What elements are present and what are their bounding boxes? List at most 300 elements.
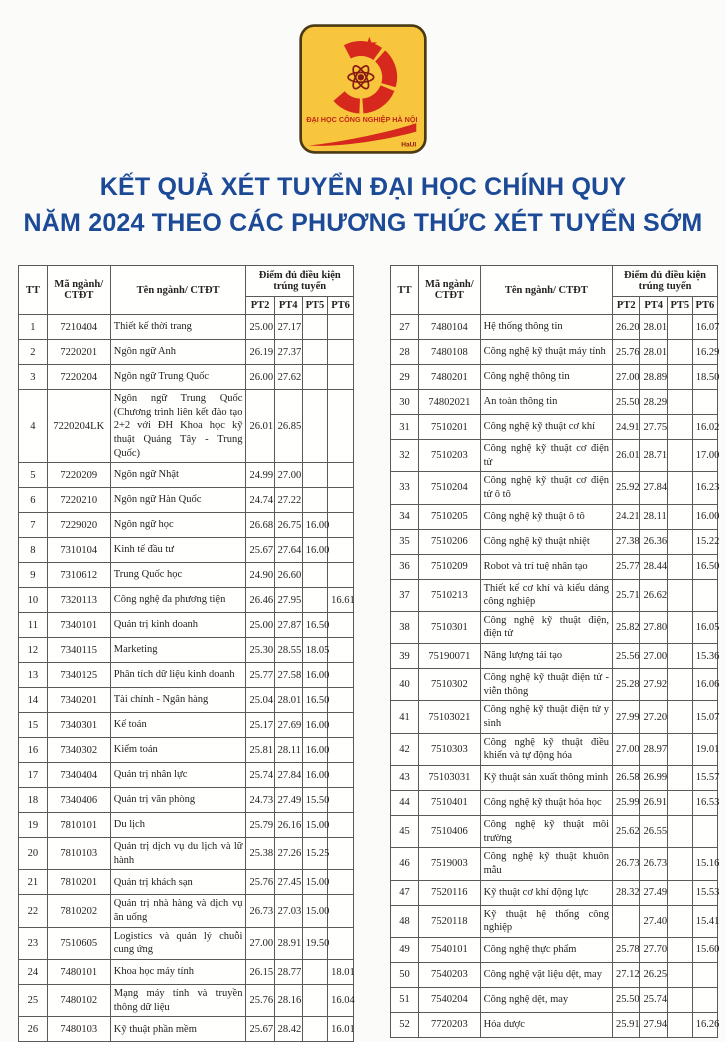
cell-name: Hệ thống thông tin [480,315,612,340]
cell-pt2: 26.15 [246,960,274,985]
cell-pt6 [328,738,354,763]
table-row [391,733,718,765]
cell-code: 7210404 [47,315,110,340]
cell-tt: 24 [19,960,48,985]
cell-pt4: 28.91 [274,927,302,959]
cell-pt2: 24.91 [613,415,640,440]
table-row [19,390,354,463]
cell-name: Kỹ thuật cơ khí động lực [480,880,612,905]
cell-tt: 51 [391,987,419,1012]
table-row [391,415,718,440]
cell-tt: 49 [391,937,419,962]
cell-code: 7480201 [419,365,480,390]
cell-pt5: 16.00 [302,663,327,688]
cell-pt6 [328,365,354,390]
header-pt6: PT6 [328,297,354,315]
cell-tt: 40 [391,669,419,701]
cell-pt6: 15.57 [692,765,717,790]
cell-code: 7320113 [47,588,110,613]
cell-code: 7480101 [47,960,110,985]
page-title-line1: KẾT QUẢ XÉT TUYỂN ĐẠI HỌC CHÍNH QUY [99,173,627,201]
cell-pt6 [692,815,717,847]
header-scores: Điểm đủ điều kiện trúng tuyển [613,266,718,297]
cell-pt5: 16.00 [302,738,327,763]
cell-name: Công nghệ kỹ thuật máy tính [480,340,612,365]
cell-code: 7480102 [47,985,110,1017]
table-row [19,870,354,895]
cell-pt4: 28.29 [640,390,667,415]
cell-pt4: 27.00 [640,644,667,669]
cell-tt: 42 [391,733,419,765]
table-row [391,987,718,1012]
cell-tt: 16 [19,738,48,763]
cell-code: 7340115 [47,638,110,663]
cell-name: Quản trị kinh doanh [110,613,246,638]
cell-pt2: 25.78 [613,937,640,962]
cell-pt4: 28.11 [640,504,667,529]
table-row [19,488,354,513]
cell-pt5 [667,644,692,669]
cell-code: 7810103 [47,838,110,870]
cell-code: 7520116 [419,880,480,905]
cell-pt6: 15.53 [692,880,717,905]
cell-code: 7810201 [47,870,110,895]
cell-pt4: 27.49 [640,880,667,905]
table-row [391,701,718,733]
cell-pt2: 26.01 [613,440,640,472]
cell-code: 7220210 [47,488,110,513]
cell-pt2: 26.00 [246,365,274,390]
cell-pt6: 16.53 [692,790,717,815]
header-code: Mã ngành/ CTĐT [47,266,110,315]
cell-name: Công nghệ kỹ thuật điện tử y sinh [480,701,612,733]
cell-code: 7480103 [47,1017,110,1042]
cell-tt: 23 [19,927,48,959]
cell-pt5: 16.00 [302,538,327,563]
table-row [19,985,354,1017]
cell-pt6 [328,563,354,588]
cell-pt4: 26.75 [274,513,302,538]
cell-pt5 [667,905,692,937]
cell-tt: 9 [19,563,48,588]
cell-pt6 [692,390,717,415]
cell-pt2: 27.00 [613,733,640,765]
cell-pt6 [328,927,354,959]
cell-code: 7220204LK [47,390,110,463]
header-code: Mã ngành/ CTĐT [419,266,480,315]
cell-pt4: 25.74 [640,987,667,1012]
cell-pt5 [302,390,327,463]
cell-code: 7519003 [419,848,480,880]
cell-pt6 [328,638,354,663]
cell-pt5 [667,733,692,765]
cell-code: 7340101 [47,613,110,638]
cell-tt: 25 [19,985,48,1017]
table-row [19,713,354,738]
cell-pt2: 26.73 [613,848,640,880]
table-row [391,340,718,365]
cell-pt5 [302,985,327,1017]
cell-pt6 [692,987,717,1012]
cell-code: 7510203 [419,440,480,472]
cell-code: 7340125 [47,663,110,688]
university-logo [0,0,726,154]
cell-name: Kỹ thuật phần mềm [110,1017,246,1042]
cell-code: 7229020 [47,513,110,538]
cell-tt: 15 [19,713,48,738]
cell-code: 7510205 [419,504,480,529]
cell-name: Công nghệ kỹ thuật điện tử - viễn thông [480,669,612,701]
header-pt4: PT4 [640,297,667,315]
cell-pt4: 28.97 [640,733,667,765]
cell-name: Công nghệ kỹ thuật cơ điện tử [480,440,612,472]
cell-tt: 29 [391,365,419,390]
cell-pt2: 25.04 [246,688,274,713]
cell-pt4: 28.77 [274,960,302,985]
cell-pt4: 27.64 [274,538,302,563]
cell-tt: 37 [391,579,419,611]
cell-pt2: 25.28 [613,669,640,701]
cell-pt4: 27.75 [640,415,667,440]
cell-pt2: 26.20 [613,315,640,340]
cell-pt6: 16.50 [692,554,717,579]
table-row [19,365,354,390]
cell-pt5 [667,504,692,529]
cell-name: Công nghệ kỹ thuật cơ điện tử ô tô [480,472,612,504]
cell-name: Công nghệ kỹ thuật ô tô [480,504,612,529]
cell-pt5 [302,588,327,613]
cell-pt4: 28.01 [640,315,667,340]
header-pt6: PT6 [692,297,717,315]
table-row [19,663,354,688]
cell-pt5 [302,1017,327,1042]
table-row [391,765,718,790]
cell-name: Marketing [110,638,246,663]
cell-pt2: 24.90 [246,563,274,588]
cell-pt4: 27.17 [274,315,302,340]
cell-pt2: 26.58 [613,765,640,790]
cell-pt4: 26.55 [640,815,667,847]
cell-tt: 46 [391,848,419,880]
table-row [391,554,718,579]
cell-tt: 14 [19,688,48,713]
cell-pt5 [667,390,692,415]
cell-tt: 22 [19,895,48,927]
cell-tt: 35 [391,529,419,554]
cell-pt4: 26.99 [640,765,667,790]
cell-tt: 1 [19,315,48,340]
cell-pt6 [328,340,354,365]
cell-tt: 43 [391,765,419,790]
cell-pt2: 25.30 [246,638,274,663]
cell-pt4: 28.44 [640,554,667,579]
cell-pt4: 27.80 [640,611,667,643]
cell-pt6: 16.61 [328,588,354,613]
cell-code: 75190071 [419,644,480,669]
table-row [19,513,354,538]
cell-pt5: 19.50 [302,927,327,959]
cell-pt5: 16.00 [302,763,327,788]
table-row [391,440,718,472]
cell-name: Quản trị nhà hàng và dịch vụ ăn uống [110,895,246,927]
table-row [391,1012,718,1037]
cell-name: Năng lượng tái tạo [480,644,612,669]
cell-pt2: 27.00 [613,365,640,390]
cell-pt6: 18.01 [328,960,354,985]
cell-code: 7540203 [419,962,480,987]
cell-pt6: 15.22 [692,529,717,554]
cell-pt6 [328,513,354,538]
header-pt5: PT5 [302,297,327,315]
cell-pt2 [613,905,640,937]
cell-pt6 [328,763,354,788]
cell-pt5 [667,554,692,579]
cell-pt6: 16.23 [692,472,717,504]
cell-pt4: 27.20 [640,701,667,733]
cell-pt4: 27.26 [274,838,302,870]
header-tt: TT [391,266,419,315]
cell-pt2: 25.67 [246,538,274,563]
cell-name: Tài chính - Ngân hàng [110,688,246,713]
cell-name: Công nghệ kỹ thuật điện, điện tử [480,611,612,643]
cell-pt4: 28.89 [640,365,667,390]
table-row [19,788,354,813]
cell-pt4: 27.00 [274,463,302,488]
cell-name: Kỹ thuật hệ thống công nghiệp [480,905,612,937]
cell-pt5 [667,579,692,611]
cell-pt5: 16.50 [302,613,327,638]
table-row [19,315,354,340]
cell-name: Phân tích dữ liệu kinh doanh [110,663,246,688]
logo-university-name: ĐẠI HỌC CÔNG NGHIỆP HÀ NỘI [306,115,418,125]
cell-pt6: 16.00 [692,504,717,529]
cell-pt2: 25.81 [246,738,274,763]
cell-tt: 17 [19,763,48,788]
page-title [0,170,726,241]
cell-tt: 18 [19,788,48,813]
table-row [19,960,354,985]
cell-pt5: 15.00 [302,870,327,895]
cell-pt6: 16.02 [692,415,717,440]
cell-name: Công nghệ kỹ thuật điều khiển và tự động hóa [480,733,612,765]
table-row [391,390,718,415]
table-row [19,763,354,788]
cell-pt5: 15.25 [302,838,327,870]
cell-pt2: 25.00 [246,315,274,340]
cell-pt5 [302,340,327,365]
cell-pt4: 27.62 [274,365,302,390]
table-row [19,838,354,870]
header-pt2: PT2 [246,297,274,315]
cell-tt: 3 [19,365,48,390]
admission-table-left [18,265,354,1042]
cell-pt2: 25.92 [613,472,640,504]
cell-pt2: 25.91 [613,1012,640,1037]
cell-code: 7510301 [419,611,480,643]
cell-pt4: 26.62 [640,579,667,611]
cell-tt: 28 [391,340,419,365]
cell-pt5 [302,563,327,588]
cell-name: Kiểm toán [110,738,246,763]
cell-pt2: 25.38 [246,838,274,870]
results-tables [0,265,726,1042]
cell-code: 7540204 [419,987,480,1012]
haui-logo-icon [299,24,427,154]
cell-code: 7220201 [47,340,110,365]
cell-pt2: 25.56 [613,644,640,669]
cell-name: Mạng máy tính và truyền thông dữ liệu [110,985,246,1017]
cell-pt6: 15.16 [692,848,717,880]
cell-pt2: 28.32 [613,880,640,905]
cell-name: Ngôn ngữ Anh [110,340,246,365]
cell-pt2: 25.50 [613,390,640,415]
cell-pt5: 15.00 [302,813,327,838]
cell-pt6: 16.01 [328,1017,354,1042]
cell-pt4: 26.91 [640,790,667,815]
cell-pt2: 26.19 [246,340,274,365]
cell-pt6: 15.60 [692,937,717,962]
cell-pt5: 18.05 [302,638,327,663]
admission-table-right [390,265,718,1038]
cell-pt4: 27.69 [274,713,302,738]
cell-name: Quản trị nhân lực [110,763,246,788]
cell-pt6 [328,613,354,638]
cell-pt6 [328,813,354,838]
cell-pt4: 26.60 [274,563,302,588]
cell-name: Robot và trí tuệ nhân tạo [480,554,612,579]
table-row [391,472,718,504]
cell-code: 7720203 [419,1012,480,1037]
cell-pt2: 25.77 [613,554,640,579]
cell-pt6: 17.00 [692,440,717,472]
cell-code: 7510303 [419,733,480,765]
cell-pt5 [302,315,327,340]
cell-pt6 [328,390,354,463]
cell-tt: 30 [391,390,419,415]
cell-pt5 [667,440,692,472]
table-row [391,848,718,880]
cell-tt: 8 [19,538,48,563]
cell-pt2: 26.68 [246,513,274,538]
cell-pt4: 26.73 [640,848,667,880]
cell-pt6 [328,870,354,895]
cell-pt6 [692,579,717,611]
cell-pt4: 27.87 [274,613,302,638]
cell-pt4: 27.45 [274,870,302,895]
header-pt5: PT5 [667,297,692,315]
cell-code: 7510204 [419,472,480,504]
table-row [391,529,718,554]
table-body-left [19,315,354,1042]
cell-pt2: 24.73 [246,788,274,813]
cell-pt6: 15.36 [692,644,717,669]
table-row [391,315,718,340]
cell-tt: 36 [391,554,419,579]
cell-pt5 [667,611,692,643]
cell-name: Ngôn ngữ Hàn Quốc [110,488,246,513]
table-row [19,688,354,713]
cell-pt5 [667,340,692,365]
cell-name: Công nghệ đa phương tiện [110,588,246,613]
cell-pt2: 27.38 [613,529,640,554]
cell-pt5: 16.50 [302,688,327,713]
cell-pt4: 27.37 [274,340,302,365]
table-body-right [391,315,718,1038]
table-row [19,813,354,838]
cell-code: 7340302 [47,738,110,763]
cell-pt5 [667,937,692,962]
cell-tt: 50 [391,962,419,987]
cell-pt4: 26.85 [274,390,302,463]
cell-code: 75103021 [419,701,480,733]
cell-code: 7480108 [419,340,480,365]
cell-pt5 [667,987,692,1012]
cell-name: Quản trị văn phòng [110,788,246,813]
cell-pt2: 24.74 [246,488,274,513]
cell-pt4: 27.70 [640,937,667,962]
cell-pt4: 27.22 [274,488,302,513]
cell-pt2: 26.73 [246,895,274,927]
header-tt: TT [19,266,48,315]
cell-tt: 12 [19,638,48,663]
cell-tt: 45 [391,815,419,847]
cell-code: 7810101 [47,813,110,838]
cell-tt: 52 [391,1012,419,1037]
cell-tt: 11 [19,613,48,638]
cell-name: Thiết kế cơ khí và kiểu dáng công nghiệp [480,579,612,611]
cell-name: Công nghệ kỹ thuật nhiệt [480,529,612,554]
cell-pt2: 25.67 [246,1017,274,1042]
cell-pt4: 27.84 [274,763,302,788]
cell-pt4: 27.40 [640,905,667,937]
cell-tt: 33 [391,472,419,504]
cell-tt: 7 [19,513,48,538]
cell-pt5 [667,415,692,440]
cell-pt5 [667,765,692,790]
cell-tt: 39 [391,644,419,669]
cell-pt2: 25.77 [246,663,274,688]
cell-name: Logistics và quản lý chuỗi cung ứng [110,927,246,959]
cell-pt5 [667,790,692,815]
table-row [19,463,354,488]
cell-tt: 10 [19,588,48,613]
table-row [391,937,718,962]
cell-pt4: 28.01 [274,688,302,713]
header-pt4: PT4 [274,297,302,315]
cell-name: Du lịch [110,813,246,838]
cell-pt6: 16.05 [692,611,717,643]
cell-pt5: 15.50 [302,788,327,813]
cell-pt4: 27.92 [640,669,667,701]
cell-pt6 [328,688,354,713]
cell-name: Công nghệ dệt, may [480,987,612,1012]
cell-pt5 [667,962,692,987]
cell-pt6: 18.50 [692,365,717,390]
cell-pt2: 26.01 [246,390,274,463]
cell-pt4: 28.42 [274,1017,302,1042]
cell-name: Ngôn ngữ Nhật [110,463,246,488]
cell-tt: 19 [19,813,48,838]
cell-pt4: 26.36 [640,529,667,554]
cell-code: 7340301 [47,713,110,738]
page-title-line2: NĂM 2024 THEO CÁC PHƯƠNG THỨC XÉT TUYỂN SỚM [23,208,703,237]
cell-pt2: 25.99 [613,790,640,815]
table-row [391,962,718,987]
table-row [19,340,354,365]
cell-code: 7510302 [419,669,480,701]
cell-tt: 47 [391,880,419,905]
cell-code: 7510213 [419,579,480,611]
